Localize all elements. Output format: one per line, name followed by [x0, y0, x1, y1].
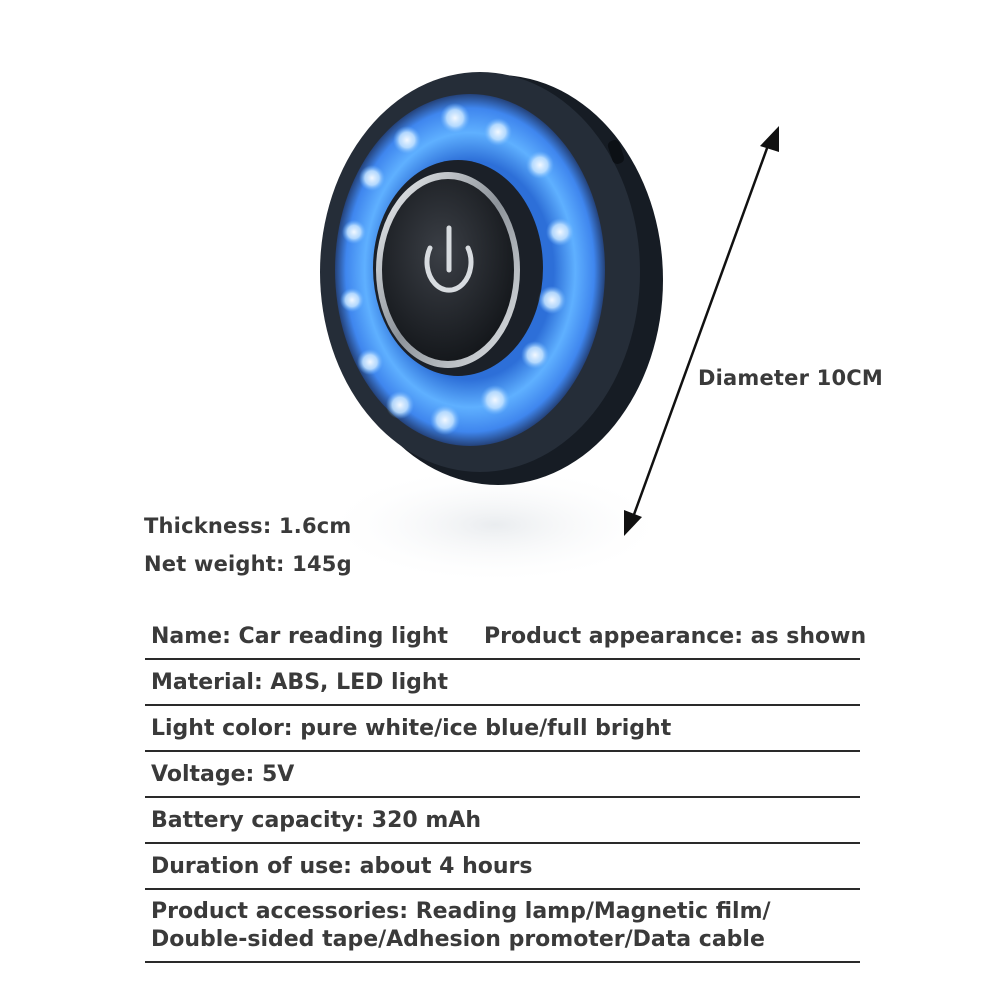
spec-voltage: Voltage: 5V	[151, 762, 295, 787]
spec-row-duration	[145, 844, 860, 890]
spec-name: Name: Car reading light	[151, 624, 449, 649]
diameter-label: Diameter 10CM	[698, 366, 884, 390]
spec-table	[145, 614, 867, 963]
spec-row-material	[145, 660, 860, 706]
net-weight-label: Net weight: 145g	[144, 552, 352, 576]
spec-row-light-color	[145, 706, 860, 752]
spec-battery: Battery capacity: 320 mAh	[151, 808, 481, 833]
spec-light-color: Light color: pure white/ice blue/full bright	[151, 716, 672, 741]
spec-duration: Duration of use: about 4 hours	[151, 854, 533, 879]
spec-row-voltage	[145, 752, 860, 798]
spec-material: Material: ABS, LED light	[151, 670, 449, 695]
spec-accessories-line2: Double-sided tape/Adhesion promoter/Data cable	[151, 927, 765, 952]
spec-accessories-line1: Product accessories: Reading lamp/Magnetic film/	[151, 899, 771, 924]
spec-row-accessories	[145, 890, 860, 963]
spec-row-name	[145, 614, 867, 660]
thickness-label: Thickness: 1.6cm	[144, 514, 352, 538]
spec-row-battery	[145, 798, 860, 844]
reading-light	[320, 72, 663, 485]
spec-appearance: Product appearance: as shown	[484, 624, 867, 649]
